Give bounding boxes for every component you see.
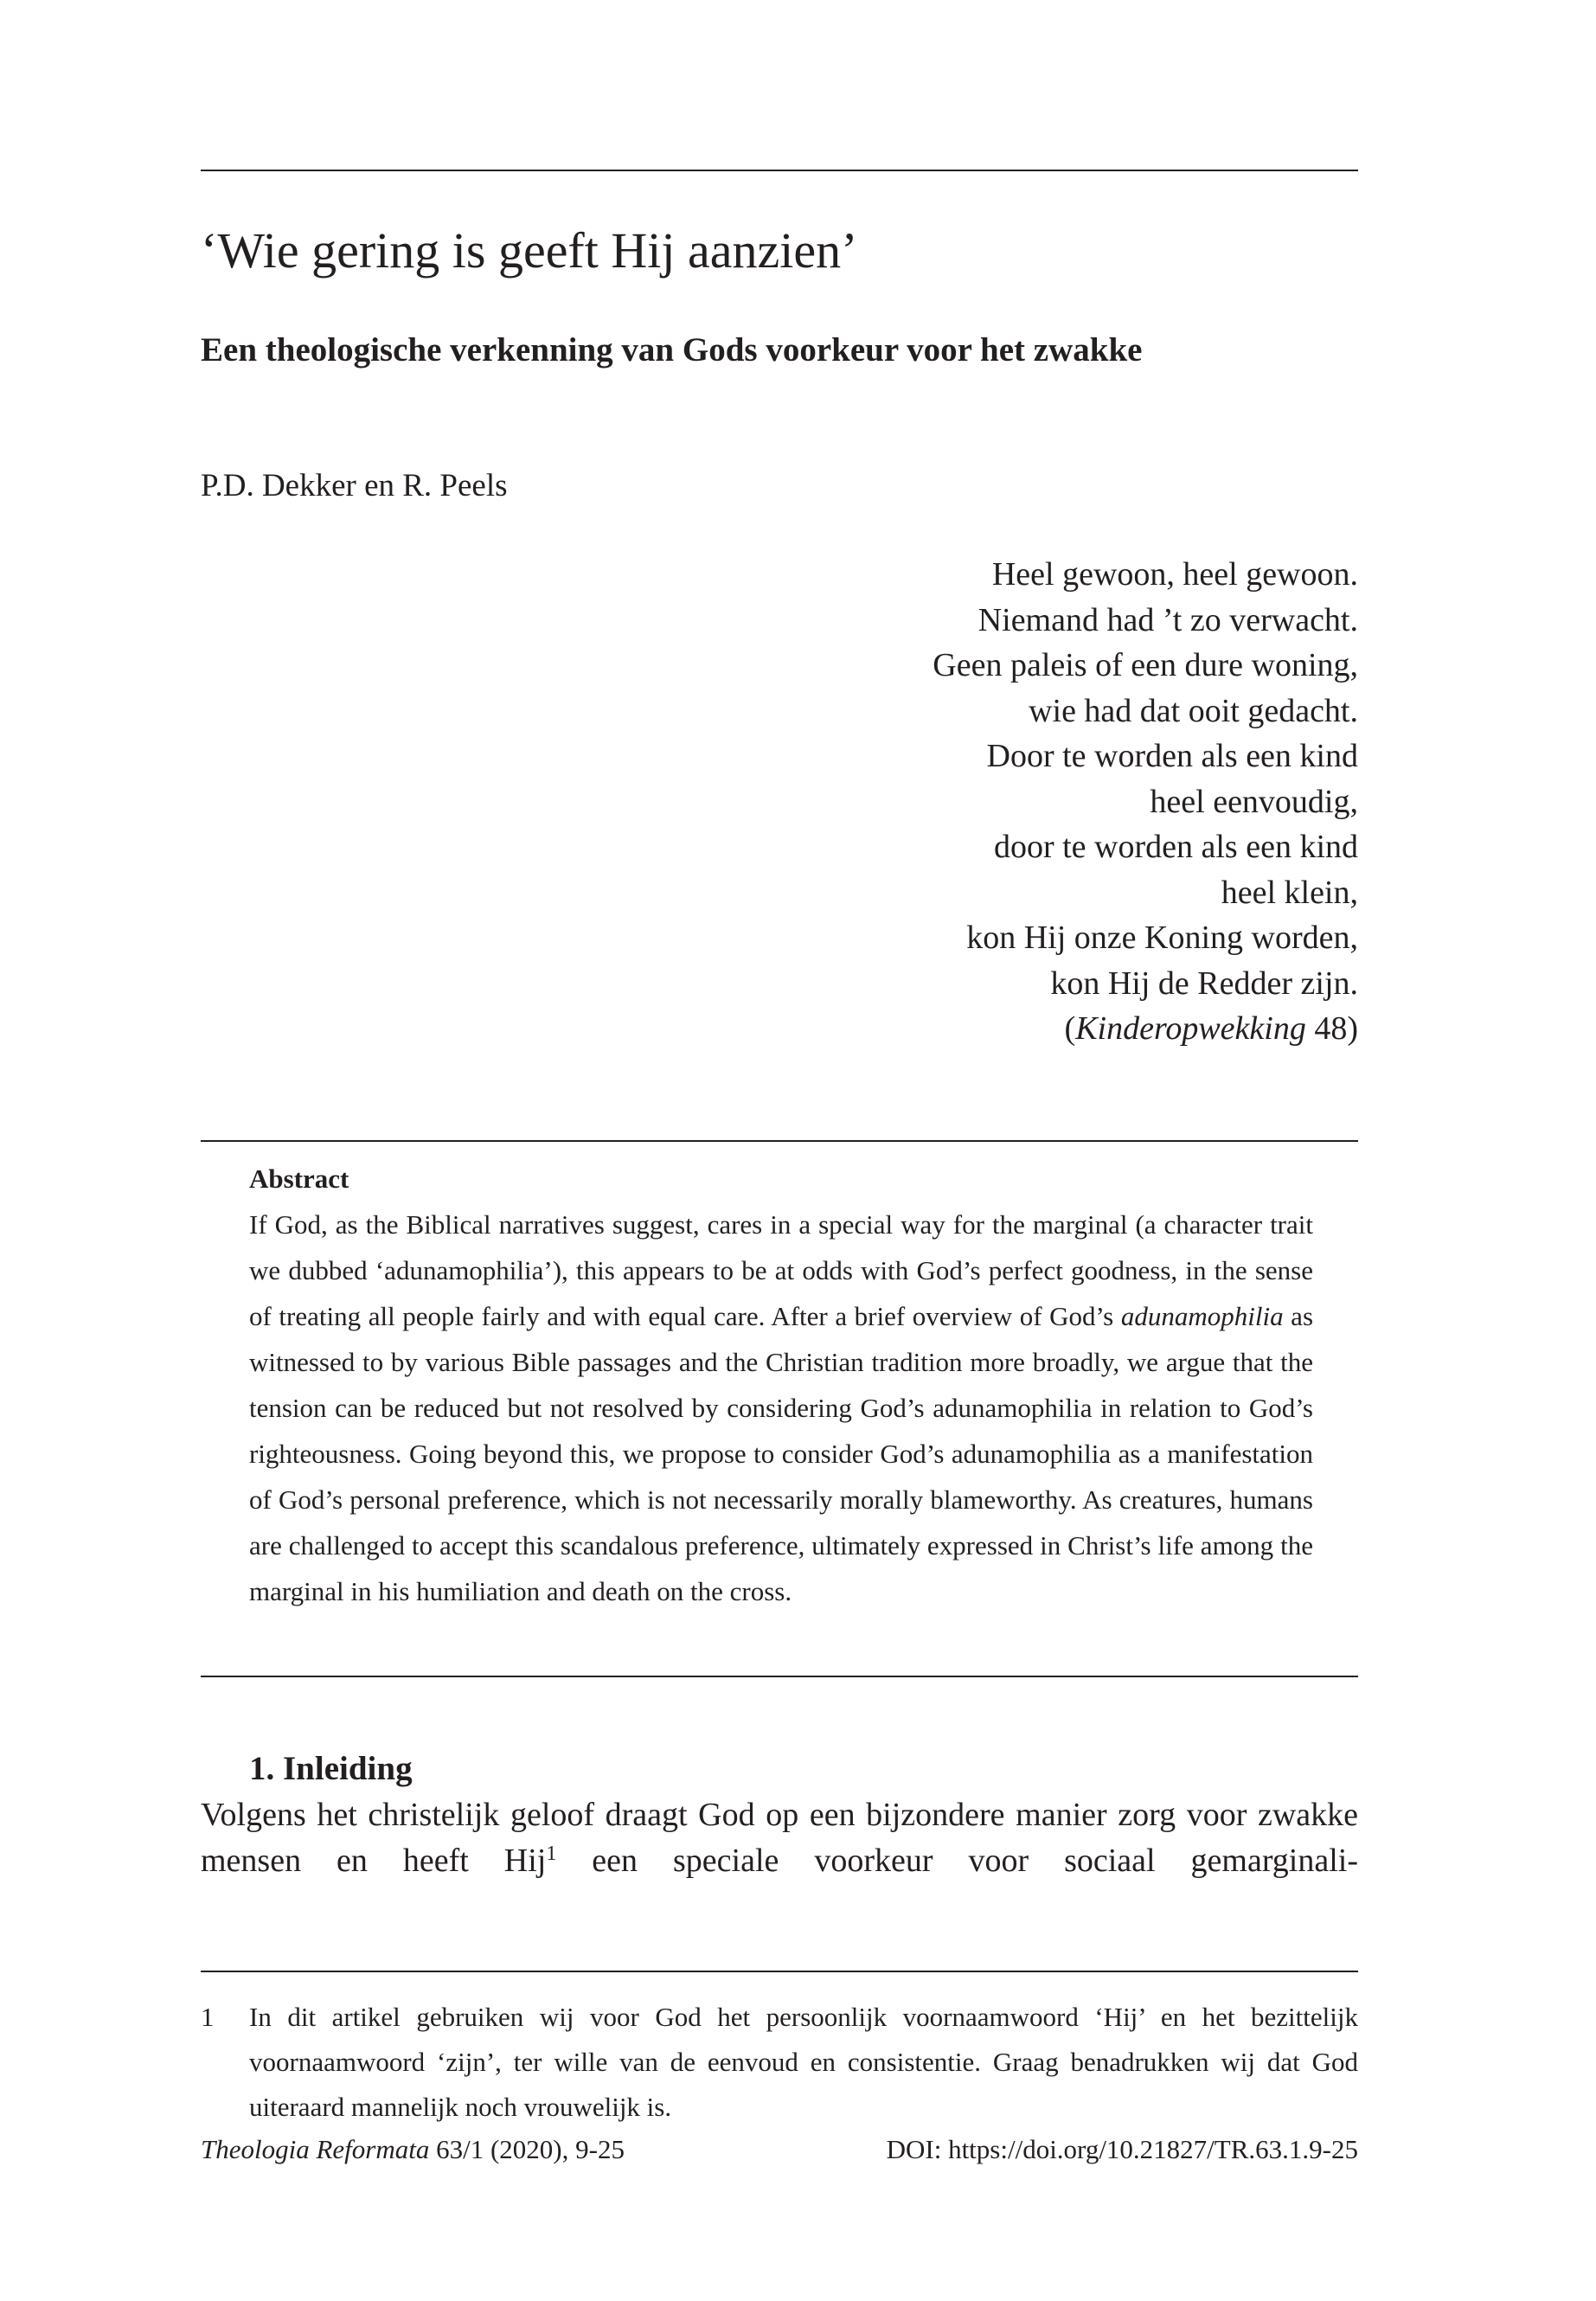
abstract-text-part: as witnessed to by various Bible passages and the Christian tradition more broadly, we argue that the tension can be reduced but not resolved by considering God’s adunamophilia in relation to God’s righteousness. Going beyond this, we propose to consider God’s adunamophilia as a manifestation of God’s personal preference, which is not necessarily morally blameworthy. As creatures, humans are challenged to accept this scandalous preference, ultimately expressed in Christ’s life among the marginal in his humiliation and death on the cross. bbox=[249, 1301, 1314, 1606]
epigraph-line: Niemand had ’t zo verwacht. bbox=[977, 601, 1358, 638]
abstract-top-rule bbox=[201, 1140, 1358, 1142]
section-heading: 1. Inleiding bbox=[249, 1750, 413, 1787]
footnote bbox=[201, 1995, 1358, 2130]
abstract-bottom-rule bbox=[201, 1676, 1358, 1677]
epigraph-line: Door te worden als een kind bbox=[986, 738, 1358, 774]
epigraph-line: Geen paleis of een dure woning, bbox=[933, 647, 1358, 683]
epigraph-line: heel eenvoudig, bbox=[1150, 783, 1358, 820]
body-text-part: een speciale voorkeur voor sociaal gemarginali- bbox=[556, 1843, 1358, 1879]
abstract-text bbox=[249, 1202, 1313, 1614]
body-text-part: Volgens het christelijk geloof draagt God op een bijzondere manier zorg voor zwakke mensen en heeft Hij bbox=[201, 1797, 1358, 1879]
epigraph-line: kon Hij de Redder zijn. bbox=[1050, 965, 1358, 1002]
abstract-heading: Abstract bbox=[249, 1163, 349, 1194]
doi-link[interactable]: DOI: https://doi.org/10.21827/TR.63.1.9-25 bbox=[886, 2134, 1358, 2164]
footnote-reference[interactable]: 1 bbox=[546, 1843, 557, 1865]
authors: P.D. Dekker en R. Peels bbox=[201, 468, 508, 503]
abstract-text-part: If God, as the Biblical narratives suggest, cares in a special way for the marginal (a character trait we dubbed ‘adunamophilia’), this appears to be at odds with God’s perfect goodness, in the sense of treating all people fairly and with equal care. After a brief overview of God’s bbox=[249, 1209, 1313, 1331]
article-subtitle: Een theologische verkenning van Gods voorkeur voor het zwakke bbox=[201, 331, 1143, 369]
top-rule bbox=[201, 170, 1358, 171]
epigraph-source-title: Kinderopwekking bbox=[1075, 1010, 1306, 1047]
journal-volume: 63/1 (2020), 9-25 bbox=[429, 2134, 625, 2164]
footnote-number: 1 bbox=[201, 2002, 215, 2032]
epigraph-line: heel klein, bbox=[1221, 874, 1358, 911]
epigraph bbox=[933, 552, 1358, 1052]
footnote-rule bbox=[201, 1971, 1358, 1972]
epigraph-line: wie had dat ooit gedacht. bbox=[1029, 692, 1358, 729]
abstract-italic-term: adunamophilia bbox=[1120, 1301, 1284, 1331]
article-title: ‘Wie gering is geeft Hij aanzien’ bbox=[201, 222, 858, 279]
epigraph-line: door te worden als een kind bbox=[993, 829, 1358, 865]
footnote-text: In dit artikel gebruiken wij voor God het persoonlijk voornaamwoord ‘Hij’ en het bezittelijk voornaamwoord ‘zijn’, ter wille van de eenvoud en consistentie. Graag benadrukken wij dat God uiteraard mannelijk noch vrouwelijk is. bbox=[249, 2002, 1358, 2122]
epigraph-line: kon Hij onze Koning worden, bbox=[966, 920, 1358, 956]
epigraph-line: Heel gewoon, heel gewoon. bbox=[991, 556, 1358, 593]
epigraph-source bbox=[933, 1006, 1358, 1052]
epigraph-source-open: ( bbox=[1064, 1010, 1076, 1047]
body-paragraph bbox=[201, 1792, 1358, 1884]
epigraph-source-rest: 48) bbox=[1305, 1010, 1358, 1047]
journal-citation bbox=[201, 2128, 625, 2171]
abstract bbox=[249, 1156, 1313, 1614]
journal-name: Theologia Reformata bbox=[201, 2134, 430, 2164]
